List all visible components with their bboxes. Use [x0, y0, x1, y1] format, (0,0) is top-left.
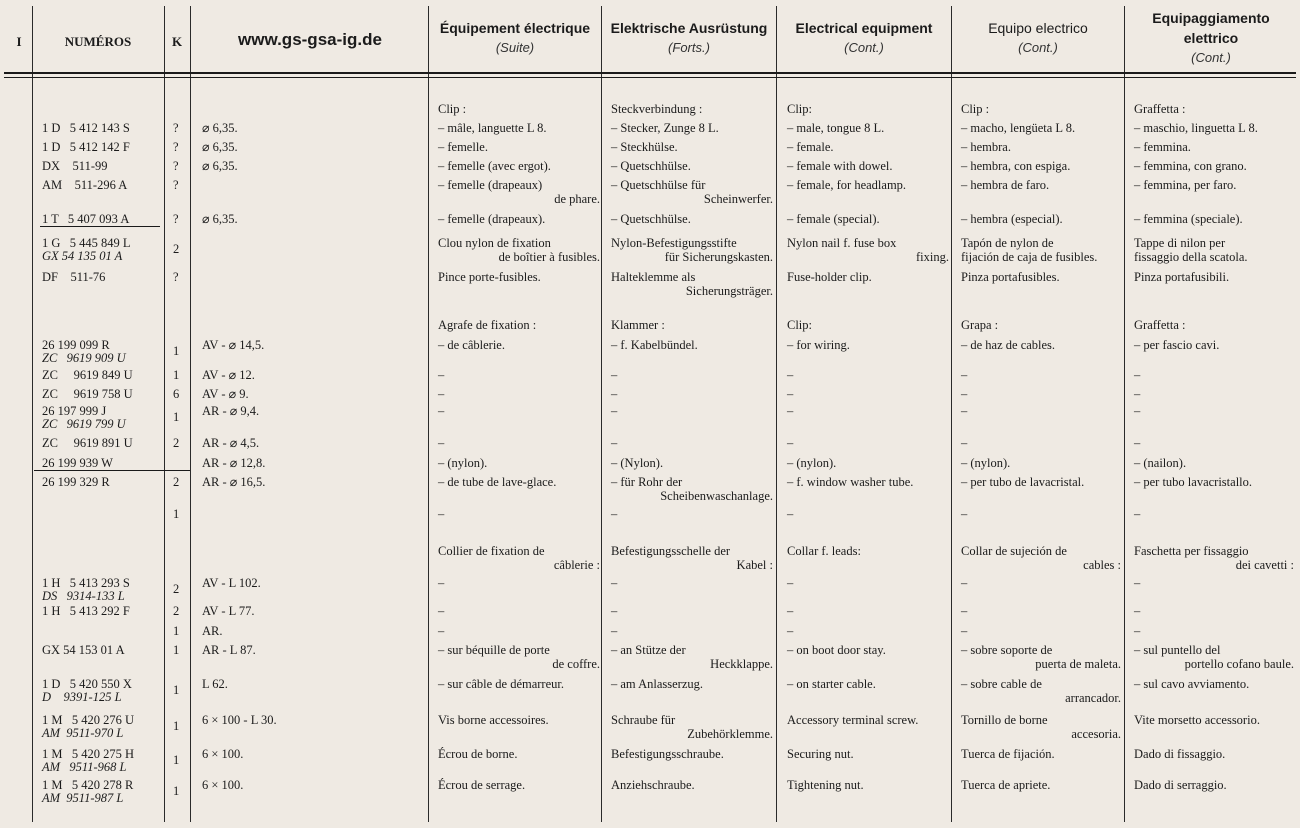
cell-es: – de haz de cables. — [961, 338, 1056, 352]
cell-es: – — [961, 576, 968, 590]
cell-spec: AR - ⌀ 12,8. — [202, 456, 266, 470]
cell-num: 1 D 5 420 550 X — [42, 677, 132, 691]
cell-es: – macho, lengüeta L 8. — [961, 121, 1076, 135]
header-col-k: K — [171, 34, 183, 49]
cell-en: – — [787, 387, 794, 401]
cell-de: – Stecker, Zunge 8 L. — [611, 121, 719, 135]
cell-it: Faschetta per fissaggio — [1134, 544, 1249, 558]
cell-it: – per fascio cavi. — [1134, 338, 1220, 352]
cell-spec: AV - ⌀ 12. — [202, 368, 255, 382]
cell-it: – femmina, per faro. — [1134, 178, 1237, 192]
cell-it: – — [1134, 387, 1141, 401]
table-row — [0, 475, 1300, 505]
cell-es: – hembra (especial). — [961, 212, 1063, 226]
cell-de: – (Nylon). — [611, 456, 664, 470]
cell-de: – Quetschhülse. — [611, 212, 691, 226]
cell-de: Kabel : — [736, 558, 773, 572]
cell-en: Accessory terminal screw. — [787, 713, 919, 727]
cell-fr: Clip : — [438, 102, 467, 116]
cell-spec: AR - L 87. — [202, 643, 256, 657]
cell-it: – sul puntello del — [1134, 643, 1221, 657]
cell-en: Nylon nail f. fuse box — [787, 236, 897, 250]
cell-fr: Clou nylon de fixation — [438, 236, 551, 250]
cell-en: – — [787, 576, 794, 590]
header-col-numeros: NUMÉROS — [64, 34, 132, 49]
cell-es: – hembra, con espiga. — [961, 159, 1071, 173]
cell-de: – — [611, 576, 618, 590]
cell-es: Tuerca de fijación. — [961, 747, 1055, 761]
cell-it: – — [1134, 576, 1141, 590]
cell-num: 1 D 5 412 143 S — [42, 121, 130, 135]
cell-es: – (nylon). — [961, 456, 1011, 470]
cell-fr: – (nylon). — [438, 456, 488, 470]
cell-spec: AV - ⌀ 9. — [202, 387, 249, 401]
cell-es: – — [961, 436, 968, 450]
table-row — [0, 643, 1300, 673]
header-french — [429, 18, 601, 58]
cell-es: fijación de caja de fusibles. — [961, 250, 1098, 264]
header-english — [777, 18, 951, 58]
cell-k: ? — [173, 121, 179, 135]
header-italian-title-2: elettrico — [1183, 30, 1239, 46]
cell-en: – — [787, 436, 794, 450]
cell-k: 2 — [173, 604, 180, 618]
cell-k: 1 — [173, 683, 180, 697]
cell-it: Pinza portafusibili. — [1134, 270, 1230, 284]
cell-it: – — [1134, 604, 1141, 618]
table-row — [0, 778, 1300, 808]
cell-spec: ⌀ 6,35. — [202, 212, 238, 226]
cell-es: – — [961, 387, 968, 401]
cell-k: 1 — [173, 719, 180, 733]
cell-k: 2 — [173, 582, 180, 596]
cell-es: – — [961, 604, 968, 618]
cell-de: Halteklemme als — [611, 270, 696, 284]
cell-fr: – — [438, 576, 445, 590]
cell-num: 26 199 329 R — [42, 475, 110, 489]
cell-it: – femmina. — [1134, 140, 1191, 154]
cell-fr: – — [438, 436, 445, 450]
cell-k: 1 — [173, 344, 180, 358]
cell-fr: de coffre. — [552, 657, 600, 671]
cell-es: – — [961, 404, 968, 418]
cell-en: – on boot door stay. — [787, 643, 886, 657]
cell-it: – — [1134, 368, 1141, 382]
cell-es: Tapón de nylon de — [961, 236, 1054, 250]
cell-num: DS 9314-133 L — [42, 589, 125, 603]
cell-es: cables : — [1083, 558, 1121, 572]
cell-en: – female (special). — [787, 212, 880, 226]
cell-it: – sul cavo avviamento. — [1134, 677, 1250, 691]
cell-de: – f. Kabelbündel. — [611, 338, 698, 352]
cell-num: 1 M 5 420 276 U — [42, 713, 135, 727]
header-french-sub: (Suite) — [495, 40, 535, 55]
cell-k: 2 — [173, 436, 180, 450]
header-german-title: Elektrische Ausrüstung — [610, 20, 768, 36]
cell-es: – per tubo de lavacristal. — [961, 475, 1085, 489]
cell-es: Grapa : — [961, 318, 999, 332]
cell-de: Zubehörklemme. — [687, 727, 773, 741]
cell-es: – hembra. — [961, 140, 1011, 154]
cell-num: 1 D 5 412 142 F — [42, 140, 130, 154]
cell-spec: AV - ⌀ 14,5. — [202, 338, 265, 352]
header-english-title: Electrical equipment — [795, 20, 933, 36]
cell-num: 26 197 999 J — [42, 404, 107, 418]
cell-it: Dado di serraggio. — [1134, 778, 1227, 792]
cell-es: accesoria. — [1071, 727, 1121, 741]
cell-it: portello cofano baule. — [1184, 657, 1294, 671]
table-row — [0, 404, 1300, 434]
cell-es: Tuerca de apriete. — [961, 778, 1051, 792]
cell-num: 1 M 5 420 275 H — [42, 747, 135, 761]
cell-fr: – femelle (avec ergot). — [438, 159, 551, 173]
table-row — [0, 713, 1300, 743]
cell-en: Fuse-holder clip. — [787, 270, 872, 284]
cell-spec: ⌀ 6,35. — [202, 159, 238, 173]
cell-en: – — [787, 624, 794, 638]
cell-en: – female with dowel. — [787, 159, 893, 173]
cell-it: – (nailon). — [1134, 456, 1187, 470]
cell-fr: – — [438, 368, 445, 382]
cell-fr: Agrafe de fixation : — [438, 318, 537, 332]
cell-de: für Sicherungskasten. — [664, 250, 773, 264]
header-rule — [4, 77, 1296, 78]
cell-es: – — [961, 624, 968, 638]
cell-spec: AV - L 77. — [202, 604, 255, 618]
cell-de: – Steckhülse. — [611, 140, 678, 154]
cell-de: Steckverbindung : — [611, 102, 703, 116]
cell-de: Heckklappe. — [710, 657, 773, 671]
cell-fr: Vis borne accessoires. — [438, 713, 549, 727]
cell-k: 1 — [173, 368, 180, 382]
cell-num: ZC 9619 799 U — [42, 417, 126, 431]
cell-num: 26 199 099 R — [42, 338, 110, 352]
cell-fr: – femelle (drapeaux). — [438, 212, 546, 226]
cell-it: Tappe di nilon per — [1134, 236, 1226, 250]
cell-fr: – femelle (drapeaux) — [438, 178, 543, 192]
cell-k: 1 — [173, 624, 180, 638]
cell-es: puerta de maleta. — [1035, 657, 1121, 671]
cell-num: AM 9511-968 L — [42, 760, 127, 774]
cell-en: fixing. — [916, 250, 949, 264]
header-spanish-title: Equipo electrico — [988, 20, 1088, 36]
cell-num: AM 9511-970 L — [42, 726, 124, 740]
header-italian — [1125, 8, 1297, 68]
cell-spec: 6 × 100 - L 30. — [202, 713, 277, 727]
cell-fr: Collier de fixation de — [438, 544, 545, 558]
cell-en: Clip: — [787, 102, 813, 116]
cell-num: AM 511-296 A — [42, 178, 128, 192]
cell-de: – — [611, 436, 618, 450]
cell-num: GX 54 153 01 A — [42, 643, 125, 657]
cell-k: 2 — [173, 242, 180, 256]
cell-num: 1 H 5 413 292 F — [42, 604, 130, 618]
cell-spec: 6 × 100. — [202, 747, 244, 761]
cell-en: – — [787, 368, 794, 382]
header-english-sub: (Cont.) — [844, 40, 884, 55]
cell-de: Klammer : — [611, 318, 665, 332]
table-row — [0, 270, 1300, 300]
cell-de: Schraube für — [611, 713, 676, 727]
cell-it: Vite morsetto accessorio. — [1134, 713, 1260, 727]
cell-num: 1 H 5 413 293 S — [42, 576, 130, 590]
cell-num: D 9391-125 L — [42, 690, 122, 704]
cell-fr: Écrou de serrage. — [438, 778, 526, 792]
header-spanish-sub: (Cont.) — [1018, 40, 1058, 55]
cell-de: Scheibenwaschanlage. — [660, 489, 773, 503]
website-watermark: www.gs-gsa-ig.de — [238, 30, 382, 49]
cell-k: 6 — [173, 387, 180, 401]
cell-en: – f. window washer tube. — [787, 475, 914, 489]
cell-fr: Écrou de borne. — [438, 747, 518, 761]
cell-en: – (nylon). — [787, 456, 837, 470]
cell-k: 1 — [173, 784, 180, 798]
cell-en: Collar f. leads: — [787, 544, 861, 558]
cell-it: Dado di fissaggio. — [1134, 747, 1226, 761]
cell-es: – — [961, 507, 968, 521]
cell-en: – — [787, 404, 794, 418]
cell-num: DF 511-76 — [42, 270, 106, 284]
header-german — [602, 18, 776, 58]
cell-es: Collar de sujeción de — [961, 544, 1067, 558]
cell-en: – female. — [787, 140, 834, 154]
table-row — [0, 507, 1300, 537]
cell-num: DX 511-99 — [42, 159, 108, 173]
cell-de: Befestigungsschelle der — [611, 544, 731, 558]
cell-num: ZC 9619 849 U — [42, 368, 133, 382]
cell-es: Pinza portafusibles. — [961, 270, 1060, 284]
cell-it: – per tubo lavacristallo. — [1134, 475, 1253, 489]
cell-num: ZC 9619 909 U — [42, 351, 126, 365]
cell-fr: – — [438, 387, 445, 401]
cell-de: – — [611, 387, 618, 401]
cell-es: Clip : — [961, 102, 990, 116]
cell-num: 1 T 5 407 093 A — [42, 212, 130, 226]
cell-fr: – mâle, languette L 8. — [438, 121, 547, 135]
cell-de: – — [611, 404, 618, 418]
cell-k: 1 — [173, 410, 180, 424]
cell-de: Befestigungsschraube. — [611, 747, 724, 761]
cell-k: 1 — [173, 643, 180, 657]
cell-k: ? — [173, 159, 179, 173]
cell-en: – on starter cable. — [787, 677, 876, 691]
cell-fr: – — [438, 604, 445, 618]
header-spanish — [952, 18, 1124, 58]
cell-de: Anziehschraube. — [611, 778, 695, 792]
cell-fr: de boîtier à fusibles. — [498, 250, 600, 264]
cell-k: 1 — [173, 507, 180, 521]
cell-it: Graffetta : — [1134, 102, 1186, 116]
header-french-title: Équipement électrique — [439, 20, 591, 36]
cell-fr: – — [438, 624, 445, 638]
cell-k: 2 — [173, 475, 180, 489]
cell-fr: – — [438, 404, 445, 418]
cell-fr: de phare. — [554, 192, 600, 206]
cell-it: – — [1134, 436, 1141, 450]
cell-de: – — [611, 368, 618, 382]
cell-fr: – de tube de lave-glace. — [438, 475, 557, 489]
table-row — [0, 338, 1300, 368]
cell-it: – femmina (speciale). — [1134, 212, 1243, 226]
cell-it: – maschio, linguetta L 8. — [1134, 121, 1258, 135]
cell-it: – femmina, con grano. — [1134, 159, 1247, 173]
cell-de: – — [611, 507, 618, 521]
cell-en: – female, for headlamp. — [787, 178, 907, 192]
cell-num: AM 9511-987 L — [42, 791, 124, 805]
cell-es: – hembra de faro. — [961, 178, 1050, 192]
cell-spec: AR - ⌀ 4,5. — [202, 436, 260, 450]
cell-es: arrancador. — [1065, 691, 1121, 705]
cell-fr: – sur béquille de porte — [438, 643, 550, 657]
cell-it: – — [1134, 624, 1141, 638]
cell-num: ZC 9619 891 U — [42, 436, 133, 450]
cell-spec: AV - L 102. — [202, 576, 261, 590]
cell-de: – — [611, 624, 618, 638]
cell-es: Tornillo de borne — [961, 713, 1048, 727]
cell-k: ? — [173, 212, 179, 226]
cell-es: – sobre soporte de — [961, 643, 1053, 657]
cell-de: – an Stütze der — [611, 643, 686, 657]
cell-it: Graffetta : — [1134, 318, 1186, 332]
cell-de: Nylon-Befestigungsstifte — [611, 236, 737, 250]
cell-de: – Quetschhülse. — [611, 159, 691, 173]
cell-fr: câblerie : — [553, 558, 600, 572]
cell-k: ? — [173, 270, 179, 284]
header-col-i: I — [16, 34, 22, 49]
table-row — [0, 677, 1300, 707]
table-row — [0, 576, 1300, 606]
cell-it: dei cavetti : — [1235, 558, 1294, 572]
header-italian-sub: (Cont.) — [1191, 50, 1231, 65]
cell-en: Clip: — [787, 318, 813, 332]
cell-en: – for wiring. — [787, 338, 850, 352]
cell-it: – — [1134, 404, 1141, 418]
cell-es: – sobre cable de — [961, 677, 1042, 691]
header-rule — [4, 72, 1296, 74]
cell-it: fissaggio della scatola. — [1134, 250, 1248, 264]
table-row — [0, 544, 1300, 574]
cell-num: ZC 9619 758 U — [42, 387, 133, 401]
cell-spec: AR. — [202, 624, 223, 638]
table-row — [0, 747, 1300, 777]
cell-fr: – femelle. — [438, 140, 488, 154]
cell-spec: AR - ⌀ 9,4. — [202, 404, 260, 418]
cell-num: GX 54 135 01 A — [42, 249, 123, 263]
cell-es: – — [961, 368, 968, 382]
cell-fr: Pince porte-fusibles. — [438, 270, 541, 284]
cell-it: – — [1134, 507, 1141, 521]
cell-spec: ⌀ 6,35. — [202, 140, 238, 154]
cell-de: Sicherungsträger. — [685, 284, 773, 298]
cell-en: – — [787, 507, 794, 521]
table-row — [0, 178, 1300, 208]
cell-de: – für Rohr der — [611, 475, 683, 489]
cell-spec: 6 × 100. — [202, 778, 244, 792]
cell-fr: – — [438, 507, 445, 521]
cell-spec: ⌀ 6,35. — [202, 121, 238, 135]
cell-k: ? — [173, 140, 179, 154]
cell-k: 1 — [173, 753, 180, 767]
cell-de: Scheinwerfer. — [703, 192, 773, 206]
cell-fr: – de câblerie. — [438, 338, 505, 352]
header-italian-title-1: Equipaggiamento — [1152, 10, 1270, 26]
cell-num: 1 G 5 445 849 L — [42, 236, 131, 250]
cell-de: – Quetschhülse für — [611, 178, 706, 192]
cell-spec: L 62. — [202, 677, 228, 691]
header-german-sub: (Forts.) — [668, 40, 710, 55]
cell-num: 1 M 5 420 278 R — [42, 778, 134, 792]
cell-num: 26 199 939 W — [42, 456, 113, 470]
cell-de: – — [611, 604, 618, 618]
cell-spec: AR - ⌀ 16,5. — [202, 475, 266, 489]
cell-k: ? — [173, 178, 179, 192]
cell-en: – — [787, 604, 794, 618]
cell-de: – am Anlasserzug. — [611, 677, 703, 691]
cell-en: Securing nut. — [787, 747, 854, 761]
cell-fr: – sur câble de démarreur. — [438, 677, 564, 691]
cell-en: – male, tongue 8 L. — [787, 121, 885, 135]
table-row — [0, 236, 1300, 266]
cell-en: Tightening nut. — [787, 778, 864, 792]
